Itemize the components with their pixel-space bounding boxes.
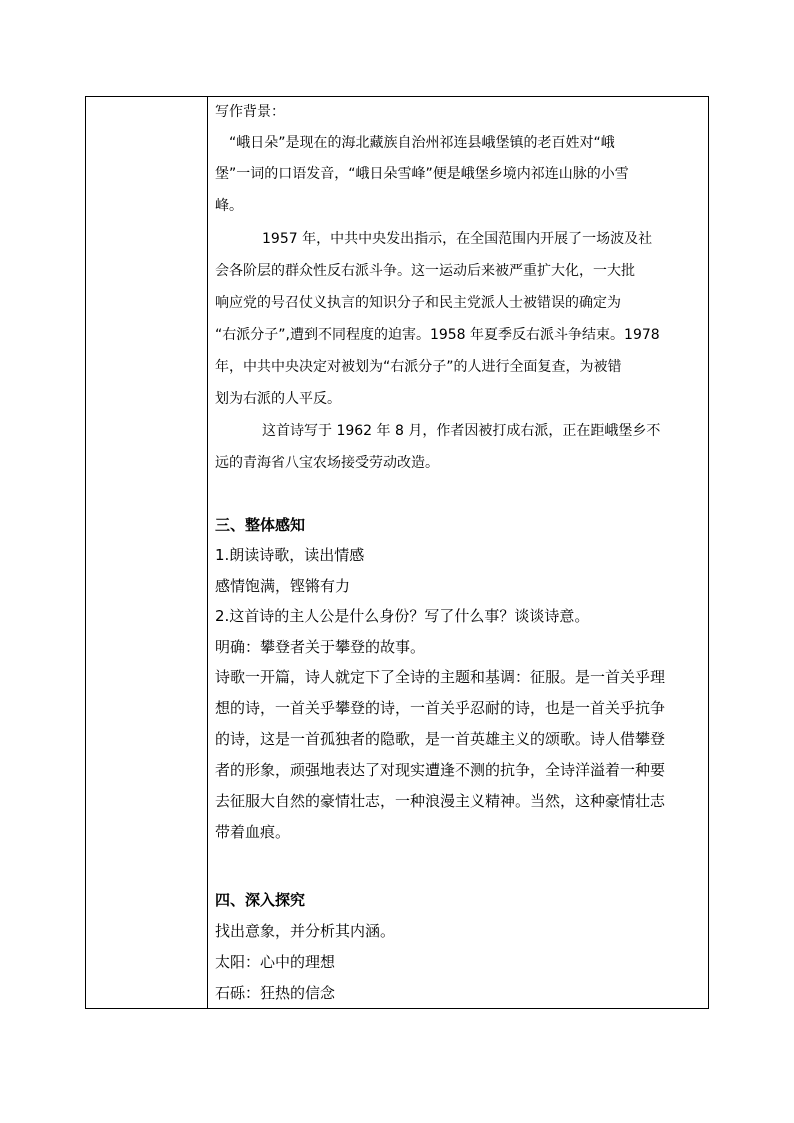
task-line3: 石砾：狂热的信念: [215, 984, 336, 1002]
answer-2: 明确：攀登者关于攀登的故事。: [215, 638, 426, 656]
answer-1: 感情饱满，铿锵有力: [215, 577, 351, 595]
task-line1: 找出意象，并分析其内涵。: [215, 922, 396, 940]
para4-line1: 诗歌一开篇，诗人就定下了全诗的主题和基调：征服。是一首关乎理: [215, 668, 666, 686]
para1-line2: 堡”一词的口语发音，“峨日朵雪峰”便是峨堡乡境内祁连山脉的小雪: [215, 166, 629, 182]
section3-title: 三、整体感知: [215, 516, 306, 534]
para2-line3: 响应党的号召仗义执言的知识分子和民主党派人士被错误的确定为: [215, 295, 621, 311]
question-1: 1.朗读诗歌，读出情感: [215, 546, 365, 564]
section4-title: 四、深入探究: [215, 891, 306, 909]
background-heading: 写作背景：: [215, 104, 285, 120]
para2-line5: 年，中共中央决定对被划为“右派分子”的人进行全面复查，为被错: [215, 359, 622, 375]
task-line2: 太阳：心中的理想: [215, 953, 336, 971]
para2-line1: 1957 年，中共中央发出指示，在全国范围内开展了一场波及社: [262, 231, 653, 247]
para4-line5: 去征服大自然的豪情壮志，一种浪漫主义精神。当然，这种豪情壮志: [215, 792, 666, 810]
para2-line6: 划为右派的人平反。: [215, 391, 341, 407]
para3-line2: 远的青海省八宝农场接受劳动改造。: [215, 455, 439, 471]
para3-line1: 这首诗写于 1962 年 8 月，作者因被打成右派，正在距峨堡乡不: [262, 423, 661, 439]
para4-line3: 的诗，这是一首孤独者的隐歌，是一首英雄主义的颂歌。诗人借攀登: [215, 730, 666, 748]
para4-line6: 带着血痕。: [215, 823, 291, 841]
question-2: 2.这首诗的主人公是什么身份？写了什么事？谈谈诗意。: [215, 607, 590, 625]
para4-line2: 想的诗，一首关乎攀登的诗，一首关乎忍耐的诗，也是一首关乎抗争: [215, 699, 666, 717]
para1-line1: “峨日朵”是现在的海北藏族自治州祁连县峨堡镇的老百姓对“峨: [229, 135, 615, 151]
para1-line3: 峰。: [215, 198, 243, 214]
para2-line4: “右派分子”,遭到不同程度的迫害。1958 年夏季反右派斗争结束。1978: [215, 327, 660, 343]
para4-line4: 者的形象，顽强地表达了对现实遭逢不测的抗争，全诗洋溢着一种要: [215, 761, 666, 779]
para2-line2: 会各阶层的群众性反右派斗争。这一运动后来被严重扩大化，一大批: [215, 263, 635, 279]
left-column: [86, 97, 208, 1008]
